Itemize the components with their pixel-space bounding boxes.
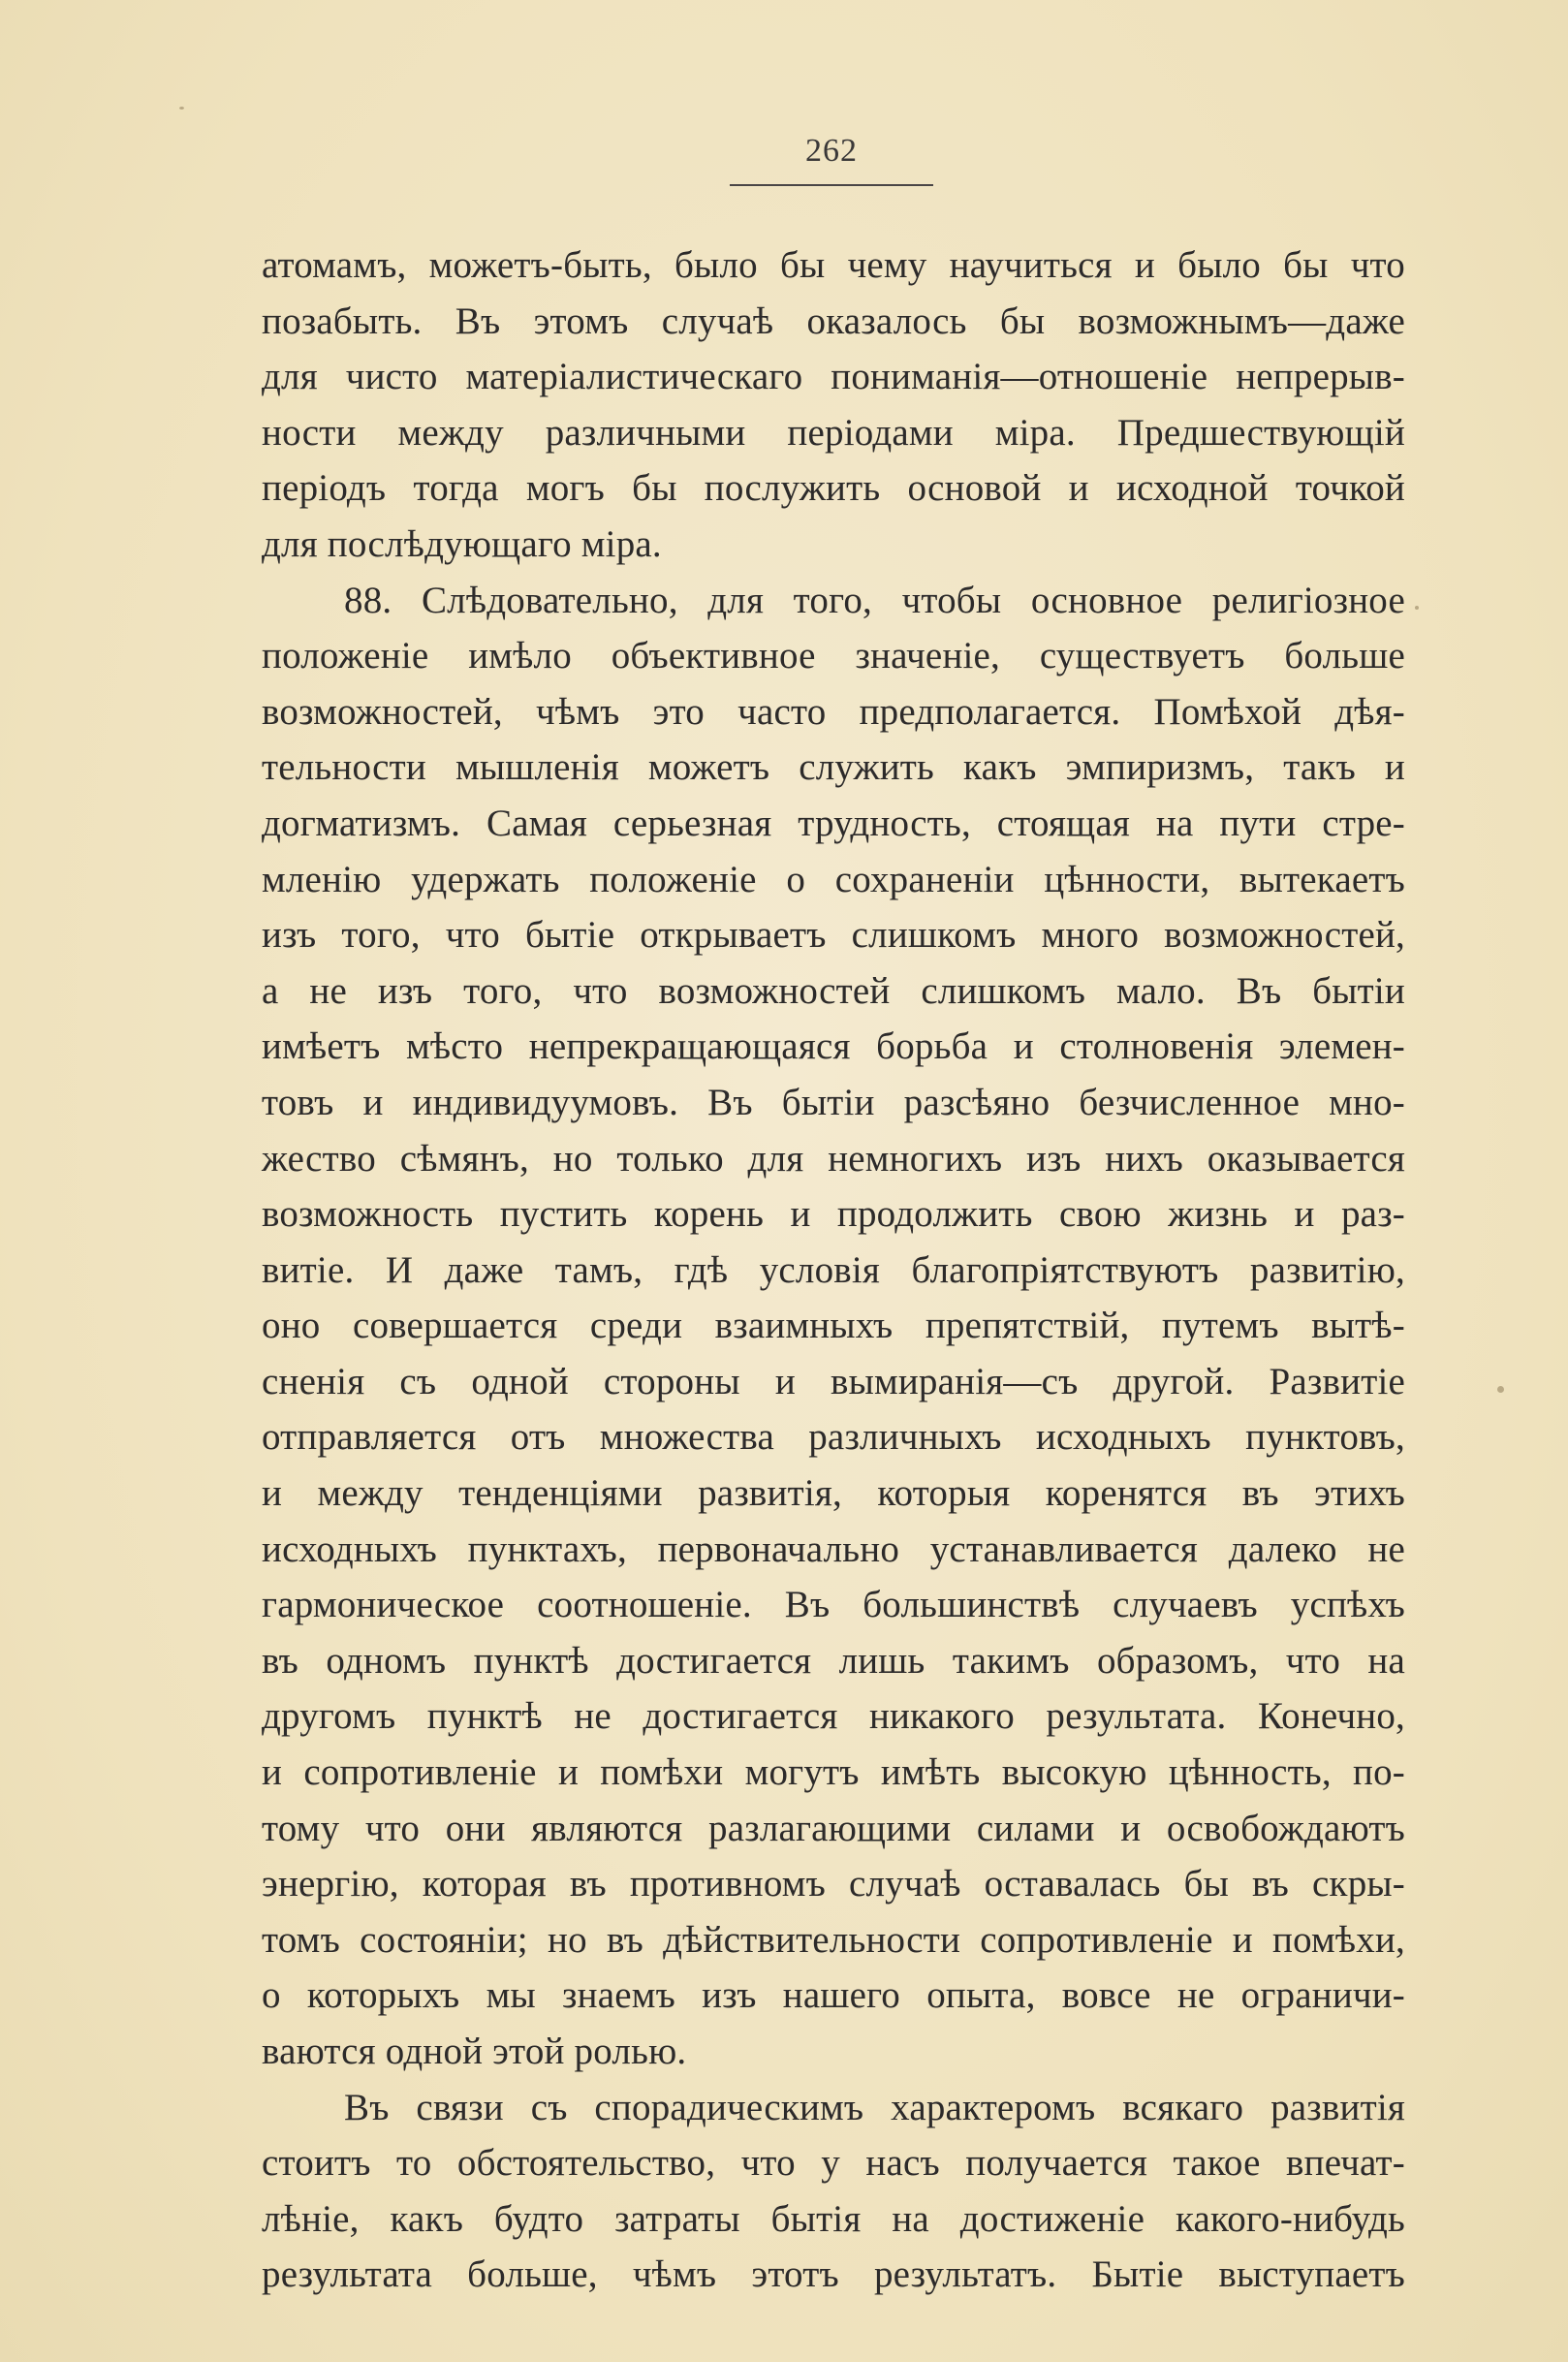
text-line: томъ состояніи; но въ дѣйствительности сопротивленіе и помѣхи,: [262, 1918, 1405, 1961]
text-line: позабыть. Въ этомъ случаѣ оказалось бы возможнымъ—даже: [262, 299, 1405, 342]
text-line: результата больше, чѣмъ этотъ результатъ. Бытіе выступаетъ: [262, 2253, 1405, 2296]
text-line: и сопротивленіе и помѣхи могутъ имѣть высокую цѣнность, по-: [262, 1751, 1405, 1794]
text-line: жество сѣмянъ, но только для немногихъ изъ нихъ оказывается: [262, 1137, 1405, 1180]
text-line: энергію, которая въ противномъ случаѣ оставалась бы въ скры-: [262, 1863, 1405, 1905]
text-line: положеніе имѣло объективное значеніе, существуетъ больше: [262, 635, 1405, 677]
text-line: сненія съ одной стороны и вымиранія—съ другой. Развитіе: [262, 1360, 1405, 1402]
text-line: ваются одной этой ролью.: [262, 2031, 687, 2072]
text-line: товъ и индивидуумовъ. Въ бытіи разсѣяно безчисленное мно-: [262, 1081, 1405, 1123]
text-line: лѣніе, какъ будто затраты бытія на достиженіе какого-нибудь: [262, 2197, 1405, 2240]
text-line: отправляется отъ множества различныхъ исходныхъ пунктовъ,: [262, 1416, 1405, 1459]
paper-speck: [179, 107, 184, 110]
text-line: для чисто матеріалистическаго пониманія—отношеніе непрерыв-: [262, 356, 1405, 398]
text-line: другомъ пунктѣ не достигается никакого результата. Конечно,: [262, 1695, 1405, 1738]
text-line: имѣетъ мѣсто непрекращающаяся борьба и столновенія элемен-: [262, 1025, 1405, 1068]
text-line: о которыхъ мы знаемъ изъ нашего опыта, вовсе не ограничи-: [262, 1974, 1405, 2017]
text-line: періодъ тогда могъ бы послужить основой и исходной точкой: [262, 467, 1405, 510]
text-line: и между тенденціями развитія, которыя коренятся въ этихъ: [262, 1472, 1405, 1515]
text-line: оно совершается среди взаимныхъ препятствій, путемъ вытѣ-: [262, 1305, 1405, 1347]
text-line: тому что они являются разлагающими силами и освобождаютъ: [262, 1807, 1405, 1849]
page-number: 262: [805, 133, 858, 169]
text-line: исходныхъ пунктахъ, первоначально устанавливается далеко не: [262, 1527, 1405, 1570]
text-line: въ одномъ пунктѣ достигается лишь такимъ образомъ, что на: [262, 1639, 1405, 1682]
text-line: изъ того, что бытіе открываетъ слишкомъ много возможностей,: [262, 914, 1405, 957]
text-line: 88. Слѣдовательно, для того, чтобы основное религіозное: [344, 579, 1405, 621]
text-line: витіе. И даже тамъ, гдѣ условія благопріятствуютъ развитію,: [262, 1248, 1405, 1291]
text-body: [262, 237, 1405, 2303]
text-line: тельности мышленія можетъ служить какъ эмпиризмъ, такъ и: [262, 746, 1405, 789]
text-line: ности между различными періодами міра. Предшествующій: [262, 411, 1405, 454]
text-line: возможность пустить корень и продолжить свою жизнь и раз-: [262, 1193, 1405, 1236]
paper-speck: [1415, 606, 1419, 610]
text-line: возможностей, чѣмъ это часто предполагается. Помѣхой дѣя-: [262, 690, 1405, 733]
text-line: для послѣдующаго міра.: [262, 522, 662, 565]
text-line: а не изъ того, что возможностей слишкомъ мало. Въ бытіи: [262, 969, 1405, 1012]
text-line: атомамъ, можетъ-быть, было бы чему научиться и было бы что: [262, 244, 1405, 286]
text-line: гармоническое соотношеніе. Въ большинствѣ случаевъ успѣхъ: [262, 1584, 1405, 1626]
text-line: стоитъ то обстоятельство, что у насъ получается такое впечат-: [262, 2142, 1405, 2185]
text-line: Въ связи съ спорадическимъ характеромъ всякаго развитія: [344, 2086, 1405, 2128]
text-line: догматизмъ. Самая серьезная трудность, стоящая на пути стре-: [262, 802, 1405, 844]
paper-speck: [1497, 1386, 1504, 1393]
text-line: мленію удержать положеніе о сохраненіи цѣнности, вытекаетъ: [262, 858, 1405, 900]
header-rule: [730, 184, 933, 186]
